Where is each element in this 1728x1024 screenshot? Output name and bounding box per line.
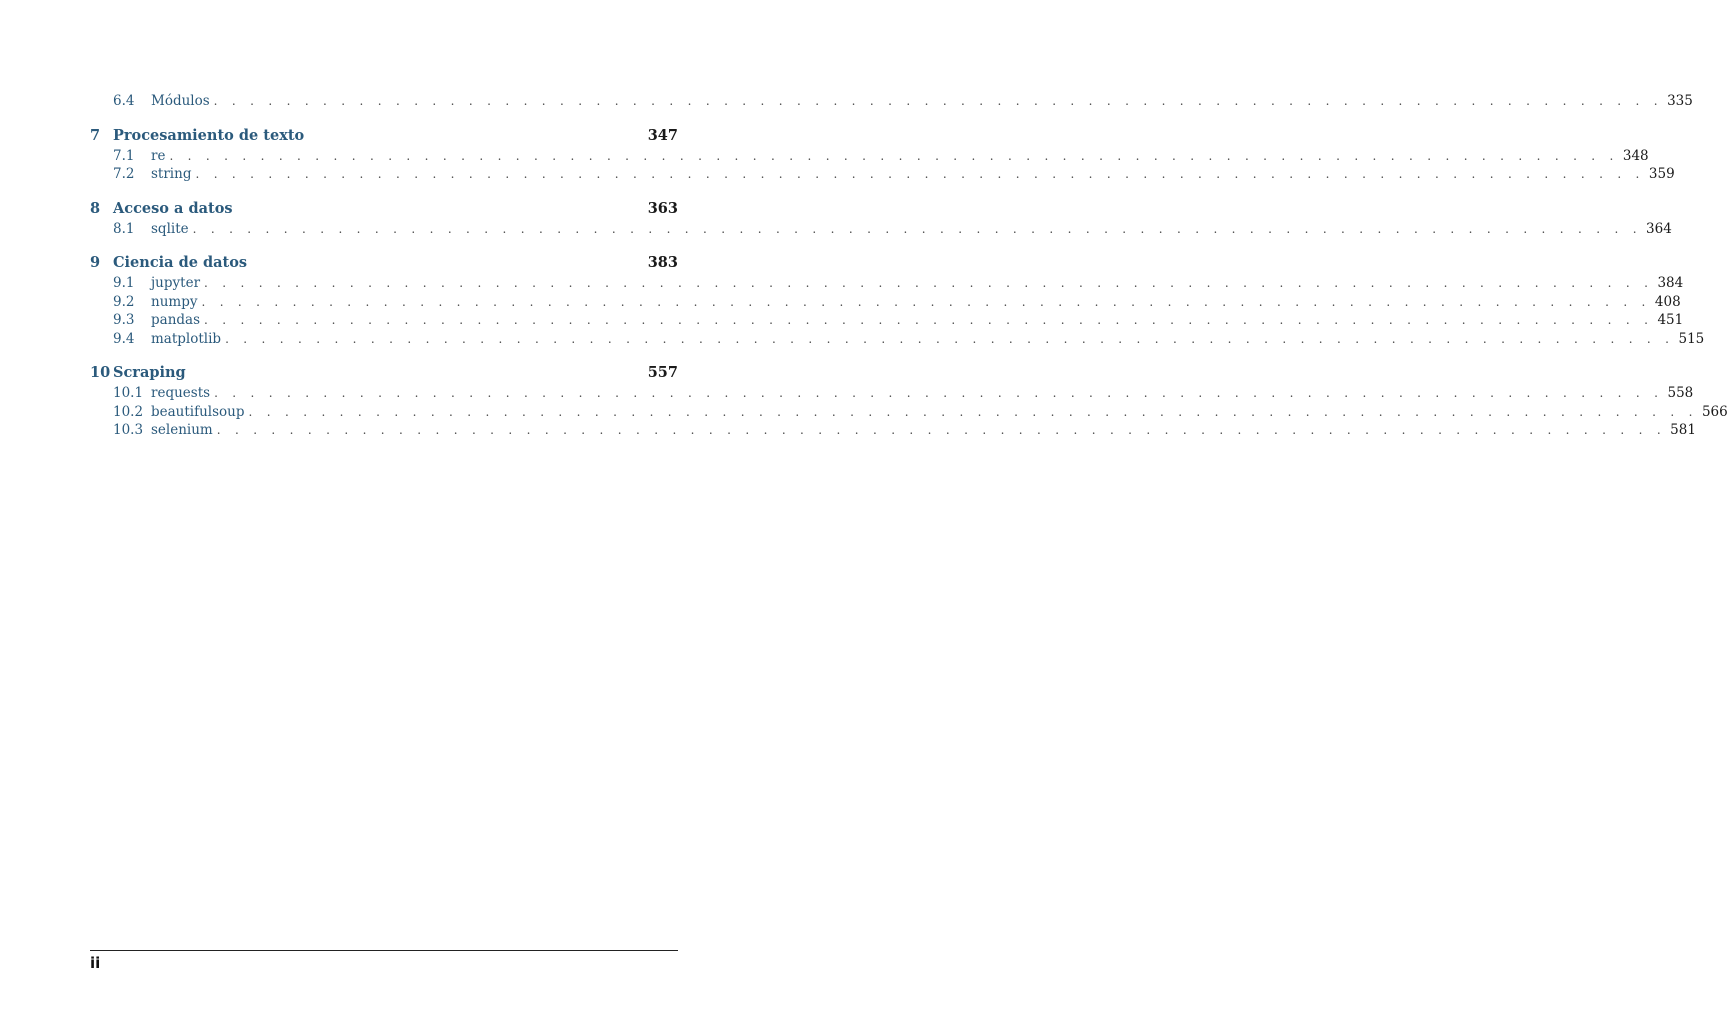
entry-number: 9.2 [113,293,135,310]
entry-title: matplotlib [151,330,222,347]
entry-number: 6.4 [113,93,135,109]
entry-number: 7.2 [113,166,135,182]
entry-page-number: 515 [1678,330,1705,347]
entry-number: 9.1 [113,275,135,291]
entry-title: numpy [151,293,198,310]
toc-entry[interactable] [90,147,1649,166]
entry-page-number: 558 [1667,385,1694,401]
entry-number: 10.1 [113,385,144,401]
dot-leader: . . . . . . . . . . . . . . . . . . . . . . . . . . . . . . . . . . . . . . . . . . . . . . . . . . . . . . . . . . . . . . . . . . . . . . . . . . . . . . . . [204,276,1654,290]
dot-leader: . . . . . . . . . . . . . . . . . . . . . . . . . . . . . . . . . . . . . . . . . . . . . . . . . . . . . . . . . . . . . . . . . . . . . . . . . . . . . . . . [214,386,1664,400]
toc-entry[interactable] [90,421,1696,440]
dot-leader: . . . . . . . . . . . . . . . . . . . . . . . . . . . . . . . . . . . . . . . . . . . . . . . . . . . . . . . . . . . . . . . . . . . . . . . . . . . . . . . . [169,148,1619,163]
entry-number: 7.1 [113,147,135,164]
chapter-title: Ciencia de datos [113,254,248,271]
entry-title: selenium [151,422,213,438]
chapter-page-number: 363 [647,199,678,217]
toc-entry[interactable] [90,403,1728,422]
chapter-title: Scraping [113,364,186,381]
entry-number: 9.3 [113,312,135,328]
toc-entry[interactable] [90,311,1684,330]
chapter-number: 7 [90,126,101,144]
toc-chapter [90,362,1728,440]
entry-number: 10.3 [113,422,144,438]
toc-entry[interactable] [90,92,1693,111]
footer-rule [90,950,678,951]
dot-leader: . . . . . . . . . . . . . . . . . . . . . . . . . . . . . . . . . . . . . . . . . . . . . . . . . . . . . . . . . . . . . . . . . . . . . . . . . . . . . . . . [195,167,1645,181]
dot-leader: . . . . . . . . . . . . . . . . . . . . . . . . . . . . . . . . . . . . . . . . . . . . . . . . . . . . . . . . . . . . . . . . . . . . . . . . . . . . . . . . [248,404,1698,419]
dot-leader: . . . . . . . . . . . . . . . . . . . . . . . . . . . . . . . . . . . . . . . . . . . . . . . . . . . . . . . . . . . . . . . . . . . . . . . . . . . . . . . . [204,313,1654,327]
dot-leader: . . . . . . . . . . . . . . . . . . . . . . . . . . . . . . . . . . . . . . . . . . . . . . . . . . . . . . . . . . . . . . . . . . . . . . . . . . . . . . . . [225,331,1675,346]
entry-title: re [151,147,166,164]
entry-number: 9.4 [113,330,135,347]
entry-page-number: 359 [1648,166,1675,182]
chapter-page-number: 557 [647,364,678,381]
dot-leader: . . . . . . . . . . . . . . . . . . . . . . . . . . . . . . . . . . . . . . . . . . . . . . . . . . . . . . . . . . . . . . . . . . . . . . . . . . . . . . . . [213,94,1663,108]
entry-page-number: 364 [1646,220,1672,237]
dot-leader: . . . . . . . . . . . . . . . . . . . . . . . . . . . . . . . . . . . . . . . . . . . . . . . . . . . . . . . . . . . . . . . . . . . . . . . . . . . . . . . . [201,294,1651,309]
chapter-number: 9 [90,254,101,271]
entry-page-number: 384 [1657,275,1684,291]
entry-number: 10.2 [113,403,144,420]
toc-entry[interactable] [90,384,1694,403]
chapter-page-number: 347 [647,126,678,144]
entry-page-number: 348 [1622,147,1649,164]
chapter-heading[interactable] [90,125,678,147]
entry-page-number: 566 [1701,403,1728,420]
chapter-heading[interactable] [90,362,678,384]
toc-entry[interactable] [90,274,1684,293]
dot-leader: . . . . . . . . . . . . . . . . . . . . . . . . . . . . . . . . . . . . . . . . . . . . . . . . . . . . . . . . . . . . . . . . . . . . . . . . . . . . . . . . [192,221,1642,236]
entry-title: sqlite [151,220,189,237]
toc-chapter [90,198,1672,239]
entry-page-number: 451 [1657,312,1684,328]
entry-page-number: 581 [1670,422,1696,438]
entry-page-number: 335 [1667,93,1693,109]
entry-title: Módulos [151,93,210,109]
toc-entry[interactable] [90,330,1705,349]
entry-title: string [151,166,192,182]
chapter-heading[interactable] [90,198,678,220]
footer-page-number: ii [90,954,101,972]
entry-title: jupyter [151,275,201,291]
chapter-number: 8 [90,199,101,217]
toc-entry[interactable] [90,220,1672,239]
table-of-contents [90,92,1728,440]
entry-title: pandas [151,312,201,328]
chapter-title: Acceso a datos [113,199,233,217]
toc-entry[interactable] [90,165,1675,184]
chapter-number: 10 [90,364,111,381]
dot-leader: . . . . . . . . . . . . . . . . . . . . . . . . . . . . . . . . . . . . . . . . . . . . . . . . . . . . . . . . . . . . . . . . . . . . . . . . . . . . . . . . [216,423,1666,437]
entry-number: 8.1 [113,220,135,237]
toc-chapter [90,125,1675,184]
chapter-page-number: 383 [647,254,678,271]
toc-chapter [90,252,1705,348]
toc-entry[interactable] [90,293,1681,312]
entry-page-number: 408 [1654,293,1681,310]
entry-title: beautifulsoup [151,403,245,420]
entry-title: requests [151,385,211,401]
chapter-title: Procesamiento de texto [113,126,305,144]
toc-chapter [90,92,1693,111]
chapter-heading[interactable] [90,252,678,274]
